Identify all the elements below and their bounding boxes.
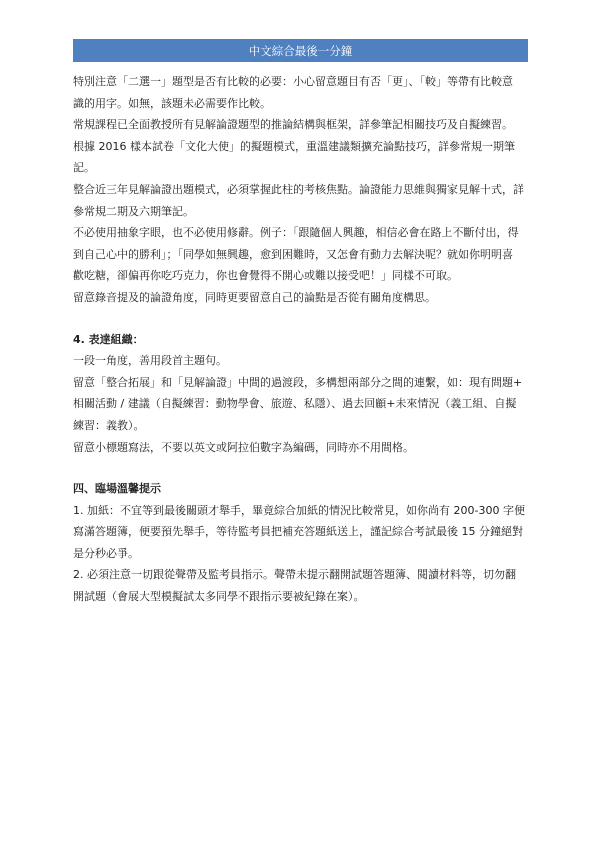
paragraph-line: 常規課程已全面教授所有見解論證題型的推論結構與框架，詳參筆記相關技巧及自擬練習。 xyxy=(73,118,513,132)
reminders-section xyxy=(73,478,531,608)
paragraph-line: 留意「整合拓展」和「見解論證」中間的過渡段，多構想兩部分之間的連繫，如：現有問題+ xyxy=(73,375,523,389)
paragraph-line: 記。 xyxy=(73,161,95,175)
paragraph-line: 留意錄音提及的論證角度，同時更要留意自己的論點是否從有關角度構思。 xyxy=(73,290,436,304)
paragraph-line: 是分秒必爭。 xyxy=(73,546,139,560)
section-heading: 4. 表達組織： xyxy=(73,332,144,346)
paragraph-line: 特別注意「二選一」題型是否有比較的必要：小心留意題目有否「更」、「較」等帶有比較意 xyxy=(73,75,513,88)
paragraph-line: 識的用字。如無，該題未必需要作比較。 xyxy=(73,96,271,110)
paragraph-line: 寫滿答題簿，便要預先舉手，等待監考員把補充答題紙送上，謹記綜合考試最後 15 分鐘絕對 xyxy=(73,525,523,539)
section-heading: 四、臨場溫馨提示 xyxy=(73,482,161,496)
paragraph-line: 練習：義教）。 xyxy=(73,418,145,432)
paragraph-line: 開試題（會展大型模擬試太多同學不跟指示要被紀錄在案）。 xyxy=(73,590,365,604)
expression-section xyxy=(73,329,531,459)
paragraph-line: 相關活動 / 建議（自擬練習：動物學會、旅遊、私隱）、過去回顧+未來情況（義工組、自擬 xyxy=(73,397,517,411)
paragraph-line: 到自己心中的勝利」；「同學如無興趣，愈到困難時，又怎會有動力去解決呢？就如你明明喜 xyxy=(73,247,513,261)
paragraph-line: 根據 2016 樣本試卷「文化大使」的擬題模式，重溫建議類擴充論點技巧，詳參常規一期筆 xyxy=(73,139,515,153)
paragraph-line: 不必使用抽象字眼，也不必使用修辭。例子：「跟隨個人興趣，相信必會在路上不斷付出，得 xyxy=(73,226,519,240)
paragraph-line: 一段一角度，善用段首主題句。 xyxy=(73,354,227,368)
paragraph-line: 1. 加紙：不宜等到最後關頭才舉手，畢竟綜合加紙的情況比較常見，如你尚有 200-300 字便 xyxy=(73,503,525,517)
paragraph-line: 2. 必須注意一切跟從聲帶及監考員指示。聲帶未提示翻開試題答題簿、閱讀材料等，切勿翻 xyxy=(73,568,516,582)
document-body xyxy=(73,71,531,608)
paragraph-line: 歡吃糖，卻偏再你吃巧克力，你也會覺得不開心或難以接受吧！」同樣不可取。 xyxy=(73,269,458,283)
page-header-title: 中文綜合最後一分鐘 xyxy=(73,39,528,62)
paragraph-line: 留意小標題寫法，不要以英文或阿拉伯數字為編碼，同時亦不用間格。 xyxy=(73,440,414,454)
intro-section xyxy=(73,71,531,309)
paragraph-line: 參常規二期及六期筆記。 xyxy=(73,204,194,218)
paragraph-line: 整合近三年見解論證出題模式，必須掌握此柱的考核焦點。論證能力思維與獨家見解十式，詳 xyxy=(73,182,524,196)
